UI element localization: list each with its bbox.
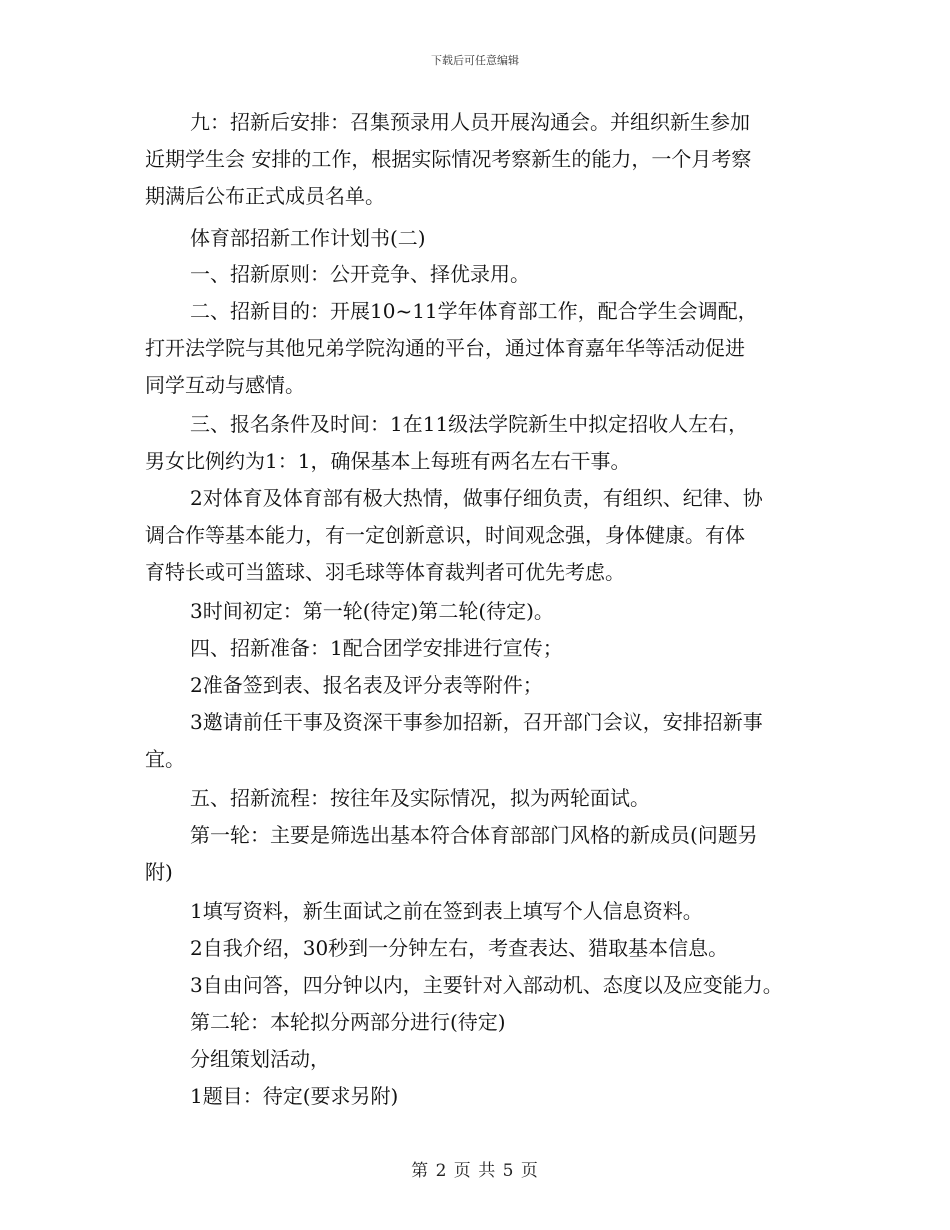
text-line: 育特长或可当篮球、羽毛球等体育裁判者可优先考虑。: [145, 560, 625, 584]
text-line: 第一轮：主要是筛选出基本符合体育部部门风格的新成员(问题另: [190, 823, 758, 847]
page-header: 下载后可任意编辑: [431, 54, 519, 67]
text-line: 1填写资料，新生面试之前在签到表上填写个人信息资料。: [190, 899, 703, 923]
text-line: 2自我介绍，30秒到一分钟左右，考查表达、猎取基本信息。: [190, 936, 729, 960]
text-line: 九：招新后安排：召集预录用人员开展沟通会。并组织新生参加: [190, 110, 750, 134]
text-line: 一、招新原则：公开竞争、择优录用。: [190, 262, 530, 286]
text-line: 1题目：待定(要求另附): [190, 1084, 399, 1108]
text-line: 五、招新流程：按往年及实际情况，拟为两轮面试。: [190, 786, 650, 810]
text-line: 二、招新目的：开展10~11学年体育部工作，配合学生会调配，: [190, 299, 758, 323]
page-number: 第 2 页 共 5 页: [411, 1161, 539, 1181]
text-line: 第二轮：本轮拟分两部分进行(待定): [190, 1010, 506, 1034]
text-line: 男女比例约为1：1，确保基本上每班有两名左右干事。: [145, 449, 631, 473]
text-line: 3时间初定：第一轮(待定)第二轮(待定)。: [190, 599, 554, 623]
text-line: 3自由问答，四分钟以内，主要针对入部动机、态度以及应变能力。: [190, 973, 783, 997]
text-line: 四、招新准备：1配合团学安排进行宣传；: [190, 636, 563, 660]
text-line: 三、报名条件及时间：1在11级法学院新生中拟定招收人左右，: [190, 412, 749, 436]
text-line: 近期学生会 安排的工作，根据实际情况考察新生的能力，一个月考察: [145, 147, 752, 171]
text-line: 同学互动与感情。: [145, 373, 305, 397]
text-line: 3邀请前任干事及资深干事参加招新，召开部门会议，安排招新事: [190, 710, 763, 734]
section-title: 体育部招新工作计划书(二): [190, 226, 426, 250]
text-line: 2准备签到表、报名表及评分表等附件；: [190, 673, 543, 697]
text-line: 宜。: [145, 747, 185, 771]
text-line: 附): [145, 860, 173, 884]
text-line: 2对体育及体育部有极大热情，做事仔细负责，有组织、纪律、协: [190, 486, 763, 510]
text-line: 期满后公布正式成员名单。: [145, 184, 385, 208]
text-line: 打开法学院与其他兄弟学院沟通的平台，通过体育嘉年华等活动促进: [145, 336, 745, 360]
text-line: 分组策划活动，: [190, 1047, 330, 1071]
text-line: 调合作等基本能力，有一定创新意识，时间观念强，身体健康。有体: [145, 523, 745, 547]
